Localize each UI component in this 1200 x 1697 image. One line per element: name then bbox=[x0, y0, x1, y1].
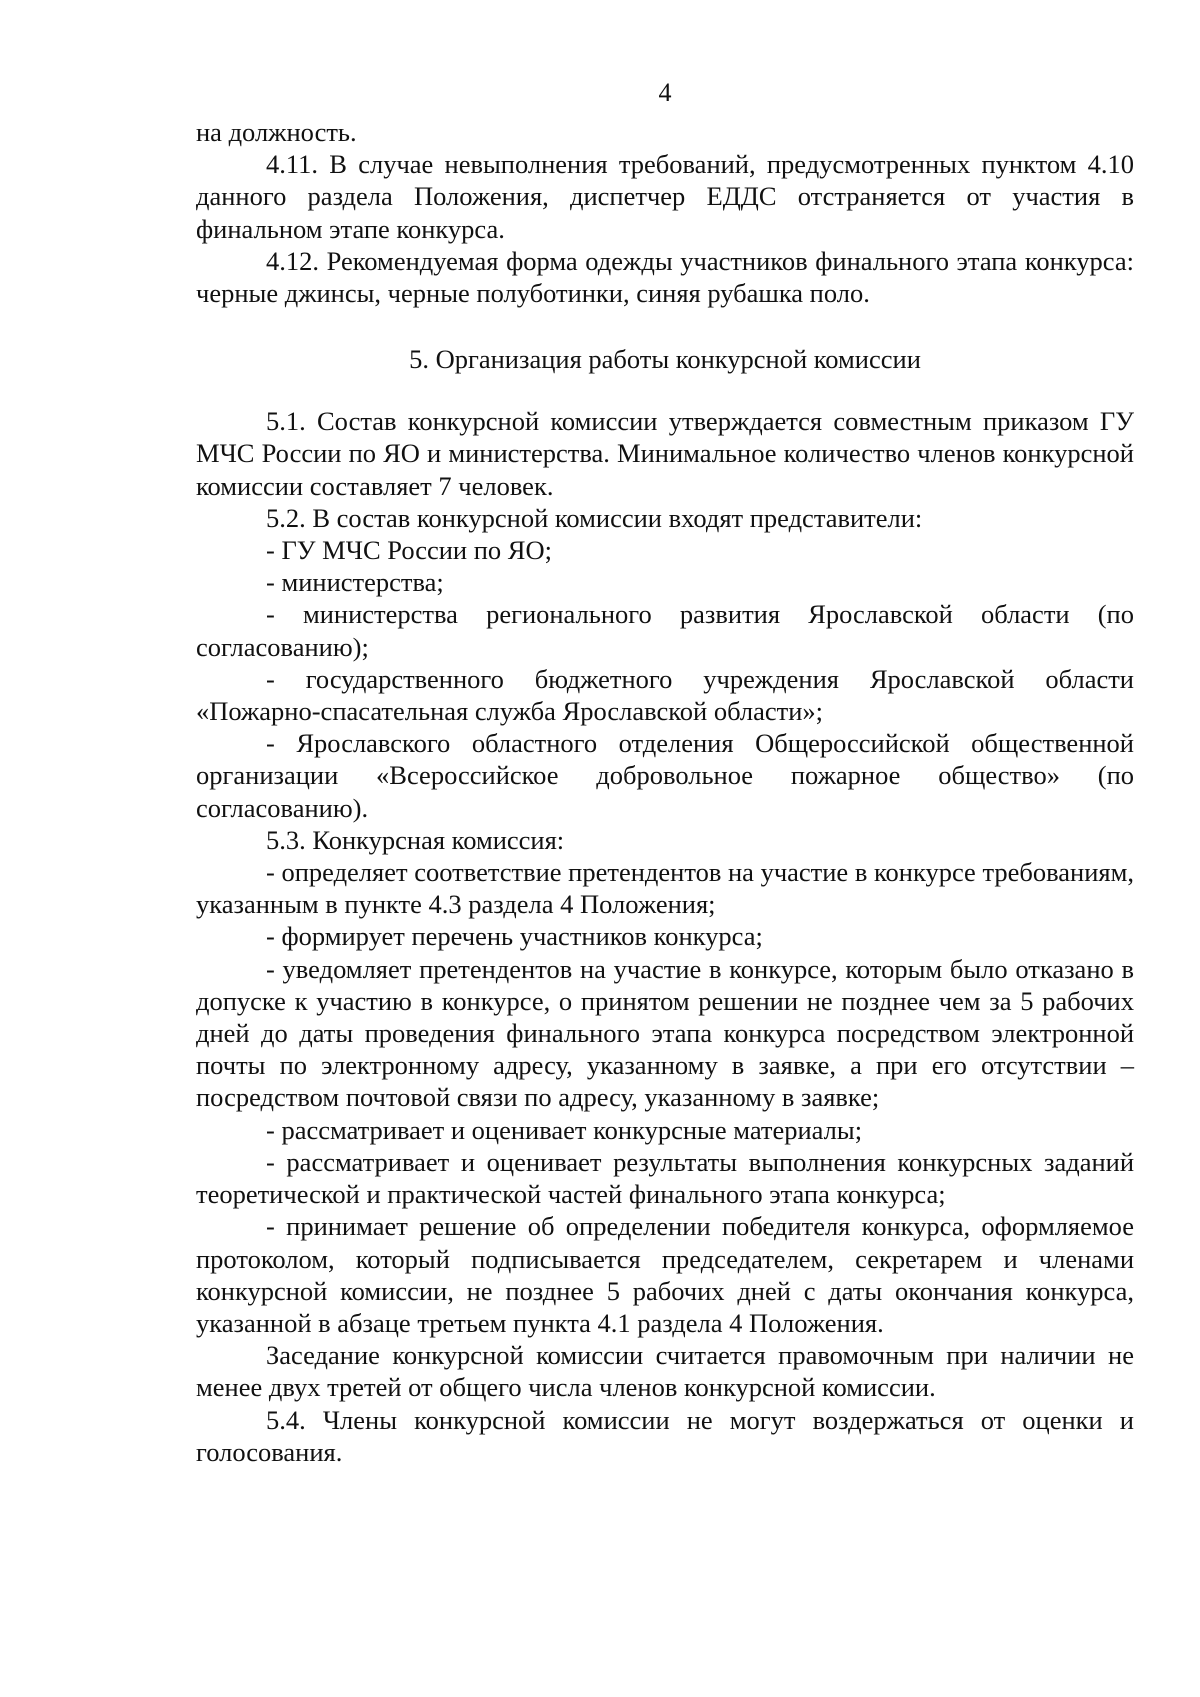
paragraph: на должность. bbox=[196, 117, 357, 147]
spacer bbox=[196, 309, 1134, 343]
section-5-body bbox=[196, 405, 1134, 1468]
paragraph: 5.1. Состав конкурсной комиссии утверждается совместным приказом ГУ МЧС России по ЯО и министерства. Минимальное количество членов конкурсной комиссии составляет 7 человек. bbox=[196, 406, 1134, 501]
paragraph: - государственного бюджетного учреждения Ярославской области «Пожарно-спасательная служба Ярославской области»; bbox=[196, 663, 1134, 727]
paragraph: Заседание конкурсной комиссии считается правомочным при наличии не менее двух третей от общего числа членов конкурсной комиссии. bbox=[196, 1340, 1134, 1403]
paragraph: 4.12. Рекомендуемая форма одежды участников финального этапа конкурса: черные джинсы, черные полуботинки, синяя рубашка поло. bbox=[196, 245, 1134, 309]
paragraph: - рассматривает и оценивает конкурсные материалы; bbox=[266, 1114, 863, 1145]
section-5-heading: 5. Организация работы конкурсной комиссии bbox=[409, 344, 921, 375]
paragraph: - формирует перечень участников конкурса; bbox=[266, 921, 763, 952]
paragraph: - Ярославского областного отделения Общероссийской общественной организации «Всероссийское добровольное пожарное общество» (по согласованию). bbox=[196, 728, 1134, 823]
paragraph: - министерства регионального развития Ярославской области (по согласованию); bbox=[196, 599, 1134, 662]
document-page bbox=[196, 78, 1134, 1468]
page-number: 4 bbox=[658, 78, 672, 107]
paragraph: - определяет соответствие претендентов на участие в конкурсе требованиям, указанным в пункте 4.3 раздела 4 Положения; bbox=[196, 857, 1134, 920]
spacer bbox=[196, 375, 1134, 405]
paragraph: - рассматривает и оценивает результаты выполнения конкурсных заданий теоретической и практической частей финального этапа конкурса; bbox=[196, 1146, 1134, 1210]
section-4-continuation bbox=[196, 116, 1134, 309]
paragraph: - уведомляет претендентов на участие в конкурсе, которым было отказано в допуске к участию в конкурсе, о принятом решении не позднее чем за 5 рабочих дней до даты проведения финального этапа конкурса посредством электронной почты по электронному адресу, указанному в заявке, а при его отсутствии – посредством почтовой связи по адресу, указанному в заявке; bbox=[196, 953, 1134, 1113]
paragraph: - ГУ МЧС России по ЯО; bbox=[266, 535, 552, 566]
paragraph: 5.2. В состав конкурсной комиссии входят представители: bbox=[266, 502, 923, 533]
paragraph: 5.3. Конкурсная комиссия: bbox=[266, 824, 565, 855]
paragraph: - принимает решение об определении победителя конкурса, оформляемое протоколом, который подписывается председателем, секретарем и членами конкурсной комиссии, не позднее 5 рабочих дней с даты окончания конкурса, указанной в абзаце третьем пункта 4.1 раздела 4 Положения. bbox=[196, 1211, 1134, 1338]
paragraph: 4.11. В случае невыполнения требований, предусмотренных пунктом 4.10 данного раздела Положения, диспетчер ЕДДС отстраняется от участия в финальном этапе конкурса. bbox=[196, 149, 1134, 244]
paragraph: 5.4. Члены конкурсной комиссии не могут воздержаться от оценки и голосования. bbox=[196, 1404, 1134, 1467]
paragraph: - министерства; bbox=[266, 567, 444, 598]
